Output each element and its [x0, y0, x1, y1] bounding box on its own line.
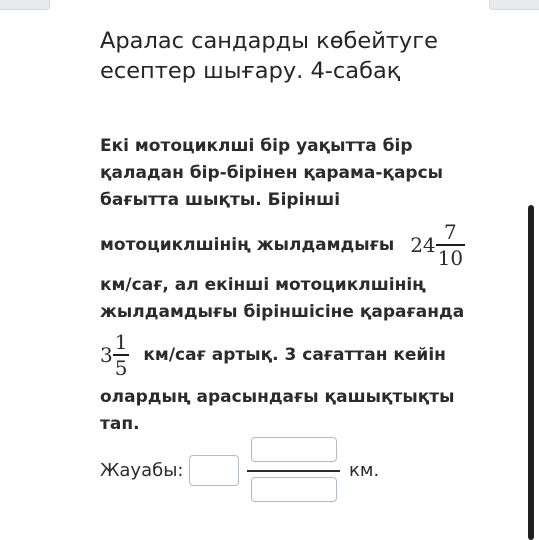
problem-line: тап. [100, 414, 140, 434]
answer-whole-input[interactable] [189, 455, 239, 486]
vertical-scrollbar[interactable] [528, 205, 534, 540]
lesson-title-line1: Аралас сандарды көбейтуге [100, 28, 438, 54]
answer-label: Жауабы: [100, 460, 184, 481]
problem-text: км/сағ артық. 3 сағаттан кейін [143, 345, 446, 365]
answer-numerator-input[interactable] [251, 437, 337, 462]
problem-text: км/сағ, ал екінші мотоциклшінің [100, 275, 426, 295]
answer-fraction-bar [247, 470, 340, 472]
problem-line: жылдамдығы біріншісіне қарағанда [100, 302, 465, 322]
lesson-title-line2: есептер шығару. 4-сабақ [100, 58, 401, 84]
problem-line: қаладан бір-бірінен қарама-қарсы [100, 163, 444, 183]
speed1-denominator: 10 [437, 245, 464, 270]
problem-statement [100, 133, 520, 438]
speed-diff-numerator: 1 [114, 330, 128, 355]
answer-area [100, 440, 500, 500]
answer-denominator-input[interactable] [251, 477, 337, 502]
problem-line-speed1 [100, 216, 520, 274]
speed-diff-whole: 3 [100, 343, 113, 367]
top-right-button[interactable] [489, 0, 539, 10]
problem-line: бағытта шықты. Бірінші [100, 190, 341, 210]
speed1-fraction [436, 221, 465, 269]
lesson-title [100, 26, 510, 86]
speed1-numerator: 7 [444, 220, 457, 245]
speed-diff-mixed-number [100, 326, 129, 384]
speed-diff-fraction [113, 331, 130, 379]
answer-unit: км. [349, 460, 380, 481]
speed1-whole: 24 [410, 233, 436, 257]
problem-text: мотоциклшінің жылдамдығы [100, 235, 395, 255]
problem-line [100, 272, 520, 299]
speed1-mixed-number [410, 216, 465, 274]
problem-line-speed-diff [100, 326, 520, 384]
problem-line: Екі мотоциклші бір уақытта бір [100, 136, 413, 156]
problem-line: олардың арасындағы қашықтықты [100, 387, 455, 407]
top-left-button[interactable] [0, 0, 50, 10]
speed-diff-denominator: 5 [114, 355, 128, 380]
